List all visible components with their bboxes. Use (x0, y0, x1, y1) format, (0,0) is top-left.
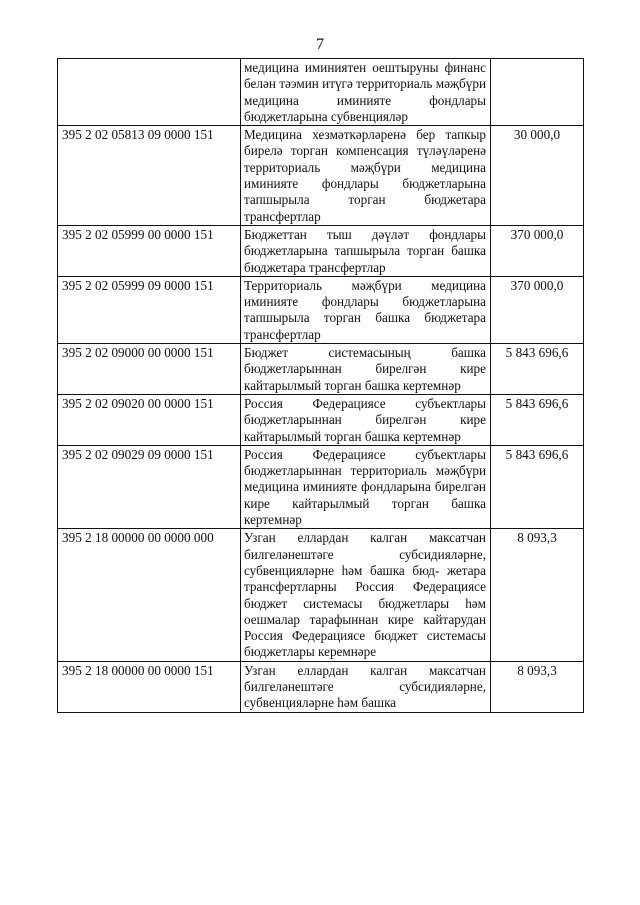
description-line: бюджетлары керемнәре (244, 644, 377, 660)
description-line: Федерациясе бюджет системасы (292, 628, 487, 644)
description-line: бюджетара трансфертлар (244, 192, 486, 224)
description-cell (241, 445, 491, 528)
description-line: жетара трансфертларны Россия (244, 562, 486, 595)
budget-code-cell: 395 2 02 05813 09 0000 151 (58, 126, 241, 226)
description-line: кайтарылмый торган башка (292, 495, 486, 511)
table-row (58, 344, 584, 395)
budget-code-cell: 395 2 02 05999 00 0000 151 (58, 225, 241, 276)
table-row (58, 59, 584, 126)
description-line: тарафыннан кире кайтарудан Россия (244, 611, 487, 644)
description-line: медицина иминиятен оештыруны (244, 60, 439, 75)
amount-cell: 8 093,3 (491, 529, 584, 661)
amount-cell: 30 000,0 (491, 126, 584, 226)
description-line: Медицина хезмәткәрләренә бер (244, 127, 436, 143)
description-cell (241, 59, 491, 126)
table-row (58, 445, 584, 528)
description-line: бюджетларына тапшырыла торган (244, 243, 445, 259)
page-number: 7 (316, 36, 324, 53)
description-line: субвенцияләрне һәм башка бюд- (244, 562, 440, 578)
description-cell (241, 394, 491, 445)
description-line: Федерациясе бюджет системасы (244, 579, 486, 611)
description-cell (241, 225, 491, 276)
budget-code-cell: 395 2 18 00000 00 0000 151 (58, 661, 241, 712)
amount-cell: 5 843 696,6 (491, 344, 584, 395)
description-cell (241, 344, 491, 395)
description-cell (241, 276, 491, 343)
budget-table-body (58, 59, 584, 713)
description-line: тапшырыла торган башка бюджетара (244, 310, 486, 326)
description-line: кертемнәр (402, 377, 461, 393)
table-row (58, 126, 584, 226)
description-line: финанс белән тәэмин итүгә (244, 60, 487, 92)
description-line: билгеләнештәге субсидияләрне, (244, 546, 486, 562)
description-line: медицина иминияте фондлары (244, 159, 487, 192)
description-line: Узган еллардан калган максатчан (244, 662, 486, 678)
budget-code-cell: 395 2 02 09000 00 0000 151 (58, 344, 241, 395)
description-cell (241, 529, 491, 661)
description-line: иминияте фондлары бюджетларына (244, 92, 486, 124)
description-line: бюджетларыннан бирелгән кире (244, 412, 486, 428)
description-line: мәҗбүри медицина иминияте (244, 463, 487, 495)
description-line: бюджетларыннан бирелгән кире (244, 361, 486, 377)
description-cell (241, 661, 491, 712)
amount-cell: 8 093,3 (491, 661, 584, 712)
amount-cell: 370 000,0 (491, 276, 584, 343)
amount-cell: 5 843 696,6 (491, 394, 584, 445)
description-line: фондларына бирелгән кире (244, 479, 486, 511)
table-row (58, 225, 584, 276)
description-line: кертемнәр (402, 428, 461, 444)
description-line: территориаль мәҗбүри медицина (244, 76, 487, 108)
description-line: тапкыр бирелә торган компенсация (244, 127, 487, 159)
description-line: түләүләренә территориаль мәҗбүри (244, 143, 487, 175)
description-line: бюджетларына тапшырыла торган (244, 176, 486, 208)
table-row (58, 276, 584, 343)
description-line: Бюджеттан тыш дәүләт фондлары (244, 226, 486, 242)
description-line: Россия Федерациясе субъектлары (244, 395, 486, 411)
budget-table (57, 58, 584, 713)
description-line: субвенцияләр (330, 108, 408, 124)
table-row (58, 394, 584, 445)
amount-cell: 370 000,0 (491, 225, 584, 276)
description-line: трансфертлар (244, 326, 321, 342)
budget-code-cell: 395 2 02 09029 09 0000 151 (58, 445, 241, 528)
description-line: Бюджет системасының башка (244, 345, 486, 361)
budget-code-cell: 395 2 18 00000 00 0000 000 (58, 529, 241, 661)
description-line: кертемнәр (244, 512, 302, 528)
description-line: билгеләнештәге субсидияләрне, (244, 678, 486, 694)
table-row (58, 661, 584, 712)
description-line: бюджетлары һәм оешмалар (244, 595, 487, 627)
description-line: башка бюджетара трансфертлар (244, 243, 486, 275)
description-line: Узган еллардан калган максатчан (244, 530, 486, 546)
description-line: иминияте фондлары бюджетларына (244, 294, 486, 310)
description-line: кайтарылмый торган башка (244, 428, 400, 444)
budget-code-cell: 395 2 02 09020 00 0000 151 (58, 394, 241, 445)
description-line: бюджетларыннан территориаль (244, 463, 427, 479)
amount-cell (491, 59, 584, 126)
description-cell (241, 126, 491, 226)
budget-code-cell (58, 59, 241, 126)
description-line: кайтарылмый торган башка (244, 377, 400, 393)
description-line: Территориаль мәҗбүри медицина (244, 277, 486, 293)
amount-cell: 5 843 696,6 (491, 445, 584, 528)
description-line: субвенцияләрне һәм башка (244, 695, 397, 711)
table-row (58, 529, 584, 661)
budget-code-cell: 395 2 02 05999 09 0000 151 (58, 276, 241, 343)
description-line: Россия Федерациясе субъектлары (244, 446, 486, 462)
